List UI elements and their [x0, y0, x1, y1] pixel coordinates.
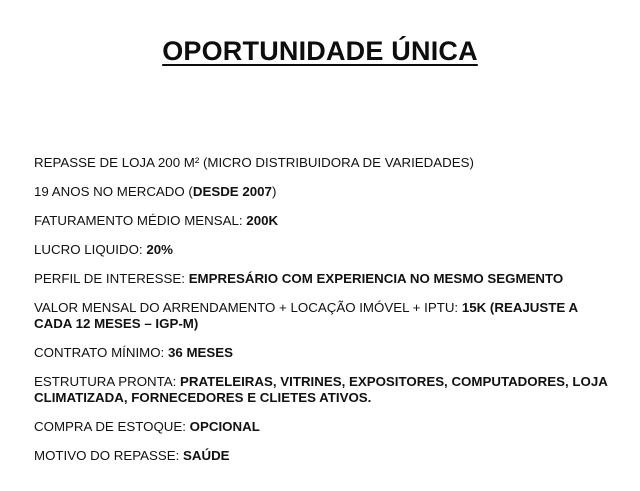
emphasis-text: SAÚDE — [183, 448, 230, 463]
plain-text: MOTIVO DO REPASSE: — [34, 448, 183, 463]
plain-text: LUCRO LIQUIDO: — [34, 242, 147, 257]
plain-text: PERFIL DE INTERESSE: — [34, 271, 189, 286]
body-line-compra-estoque — [34, 419, 612, 435]
emphasis-text: OPCIONAL — [189, 419, 260, 434]
slide-body — [34, 155, 612, 477]
plain-text: CONTRATO MÍNIMO: — [34, 345, 168, 360]
plain-text: ESTRUTURA PRONTA: — [34, 374, 181, 389]
body-line-repasse-loja — [34, 155, 612, 171]
plain-text: REPASSE DE LOJA 200 M² (MICRO DISTRIBUIDORA DE VARIEDADES) — [34, 155, 474, 170]
body-line-contrato-minimo — [34, 345, 612, 361]
plain-text: VALOR MENSAL DO ARRENDAMENTO + LOCAÇÃO IMÓVEL + IPTU: — [34, 300, 462, 315]
plain-text: COMPRA DE ESTOQUE: — [34, 419, 190, 434]
emphasis-text: 20% — [146, 242, 173, 257]
page-title-text: OPORTUNIDADE ÚNICA — [162, 36, 478, 66]
emphasis-text: 15K (REAJUSTE A CADA 12 MESES – IGP-M) — [34, 300, 582, 331]
emphasis-text: EMPRESÁRIO COM EXPERIENCIA NO MESMO SEGMENTO — [188, 271, 564, 286]
emphasis-text: PRATELEIRAS, VITRINES, EXPOSITORES, COMPUTADORES, LOJA CLIMATIZADA, FORNECEDORES E CLIETES ATIVOS. — [34, 374, 612, 405]
body-line-lucro-liquido — [34, 242, 612, 258]
plain-text: FATURAMENTO MÉDIO MENSAL: — [34, 213, 247, 228]
body-line-anos-mercado — [34, 184, 612, 200]
emphasis-text: DESDE 2007 — [192, 184, 272, 199]
body-line-motivo-repasse — [34, 448, 612, 464]
emphasis-text: 200K — [246, 213, 279, 228]
emphasis-text: 36 MESES — [167, 345, 233, 360]
body-line-valor-mensal — [34, 300, 612, 332]
page-title — [0, 36, 640, 67]
plain-text: 19 ANOS NO MERCADO ( — [34, 184, 193, 199]
plain-text: ) — [271, 184, 277, 199]
body-line-perfil-interesse — [34, 271, 612, 287]
body-line-faturamento — [34, 213, 612, 229]
body-line-estrutura-pronta — [34, 374, 612, 406]
